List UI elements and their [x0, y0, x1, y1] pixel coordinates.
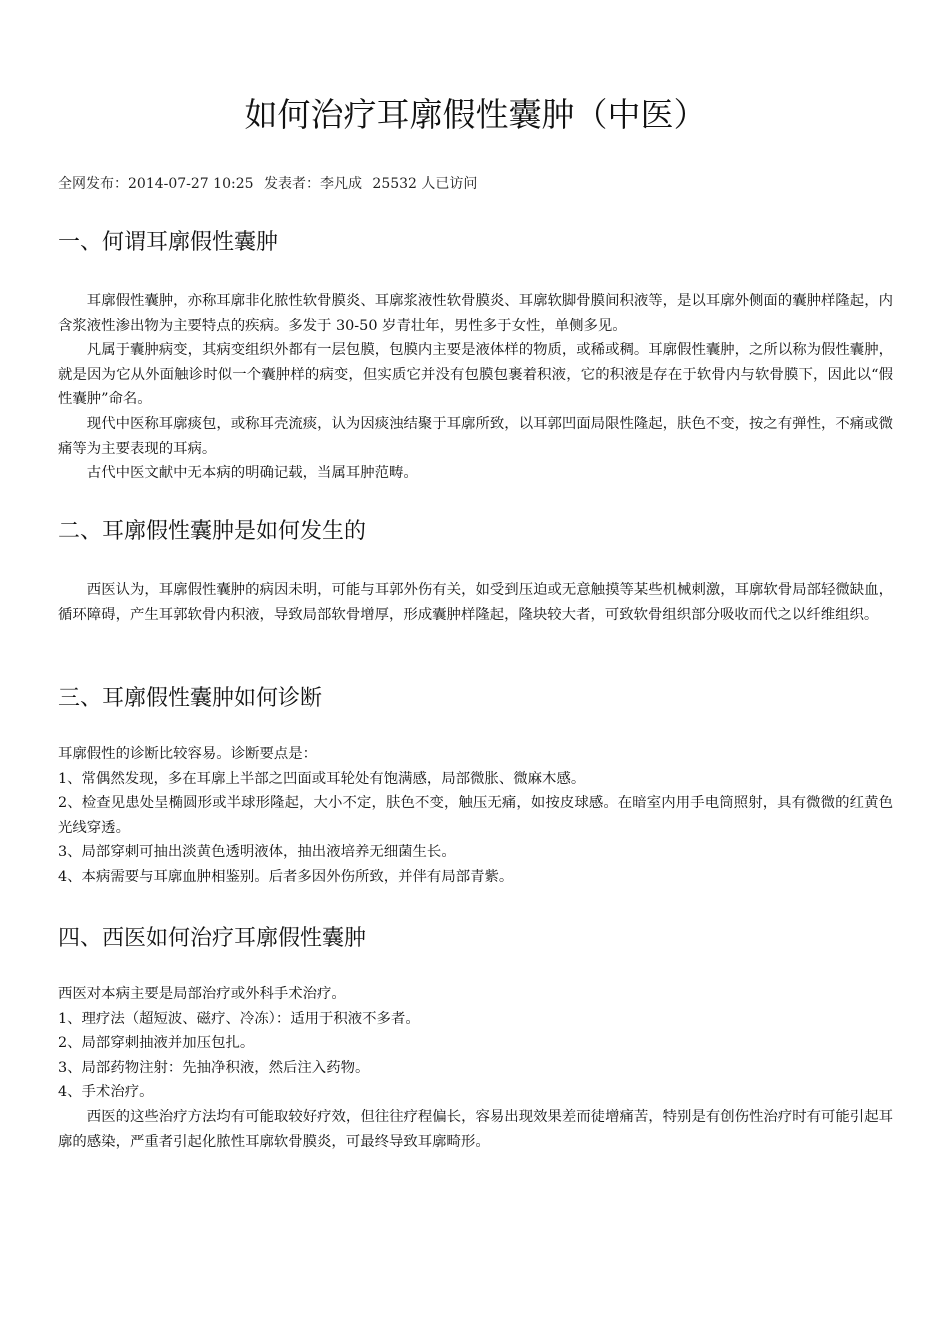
section-body — [58, 578, 893, 627]
section-2 — [58, 517, 893, 627]
section-intro: 西医对本病主要是局部治疗或外科手术治疗。 — [58, 986, 346, 1002]
section-heading: 四、西医如何治疗耳廓假性囊肿 — [58, 926, 367, 951]
section-body — [58, 742, 893, 890]
section-heading: 二、耳廓假性囊肿是如何发生的 — [58, 519, 367, 544]
section-3 — [58, 684, 893, 890]
list-item: 1、常偶然发现，多在耳廓上半部之凹面或耳轮处有饱满感，局部微胀、微麻木感。 — [58, 770, 586, 787]
paragraph: 凡属于囊肿病变，其病变组织外都有一层包膜，包膜内主要是液体样的物质，或稀或稠。耳廓假性囊肿，之所以称为假性囊肿，就是因为它从外面触诊时似一个囊肿样的病变，但实质它并没有包膜包裹着积液，它的积液是存在于软骨内与软骨膜下，因此以“假性囊肿”命名。 — [58, 342, 893, 408]
list-item: 3、局部穿刺可抽出淡黄色透明液体，抽出液培养无细菌生长。 — [58, 844, 456, 861]
section-body — [58, 982, 893, 1154]
section-1 — [58, 228, 893, 486]
visit-count: 25532 人已访问 — [372, 176, 478, 192]
list-item: 1、理疗法（超短波、磁疗、冷冻）：适用于积液不多者。 — [58, 1010, 420, 1027]
section-heading: 三、耳廓假性囊肿如何诊断 — [58, 686, 323, 711]
publish-date: 全网发布：2014-07-27 10:25 — [58, 176, 254, 192]
author: 发表者：李凡成 — [263, 176, 362, 192]
paragraph: 耳廓假性囊肿，亦称耳廓非化脓性软骨膜炎、耳廓浆液性软骨膜炎、耳廓软脚骨膜间积液等，是以耳廓外侧面的囊肿样隆起，内含浆液性渗出物为主要特点的疾病。多发于 30-50 岁青壮年，男性多于女性，单侧多见。 — [58, 293, 893, 334]
paragraph: 古代中医文献中无本病的明确记载，当属耳肿范畴。 — [86, 465, 418, 482]
section-heading: 一、何谓耳廓假性囊肿 — [58, 230, 279, 255]
paragraph: 现代中医称耳廓痰包，或称耳壳流痰，认为因痰浊结聚于耳廓所致，以耳郭凹面局限性隆起，肤色不变，按之有弹性，不痛或微痛等为主要表现的耳病。 — [58, 415, 893, 457]
section-intro: 耳廓假性的诊断比较容易。诊断要点是： — [58, 746, 318, 762]
list-item: 3、局部药物注射：先抽净积液，然后注入药物。 — [58, 1059, 370, 1076]
section-4 — [58, 924, 893, 1154]
article-meta — [58, 174, 483, 194]
closing-paragraph: 西医的这些治疗方法均有可能取较好疗效，但往往疗程偏长，容易出现效果差而徒增痛苦，特别是有创伤性治疗时有可能引起耳廓的感染，严重者引起化脓性耳廓软骨膜炎，可最终导致耳廓畸形。 — [58, 1108, 893, 1150]
list-item: 4、手术治疗。 — [58, 1084, 154, 1101]
list-item: 2、检查见患处呈椭圆形或半球形隆起，大小不定，肤色不变，触压无痛，如按皮球感。在暗室内用手电筒照射，具有微微的红黄色光线穿透。 — [58, 795, 893, 836]
list-item: 2、局部穿刺抽液并加压包扎。 — [58, 1035, 255, 1052]
list-item: 4、本病需要与耳廓血肿相鉴别。后者多因外伤所致，并伴有局部青紫。 — [58, 868, 514, 885]
paragraph: 西医认为，耳廓假性囊肿的病因未明，可能与耳郭外伤有关，如受到压迫或无意触摸等某些机械刺激，耳廓软骨局部轻微缺血，循环障碍，产生耳郭软骨内积液，导致局部软骨增厚，形成囊肿样隆起，隆块较大者，可致软骨组织部分吸收而代之以纤维组织。 — [58, 582, 893, 623]
page-title: 如何治疗耳廓假性囊肿（中医） — [244, 95, 707, 134]
section-body — [58, 289, 893, 486]
